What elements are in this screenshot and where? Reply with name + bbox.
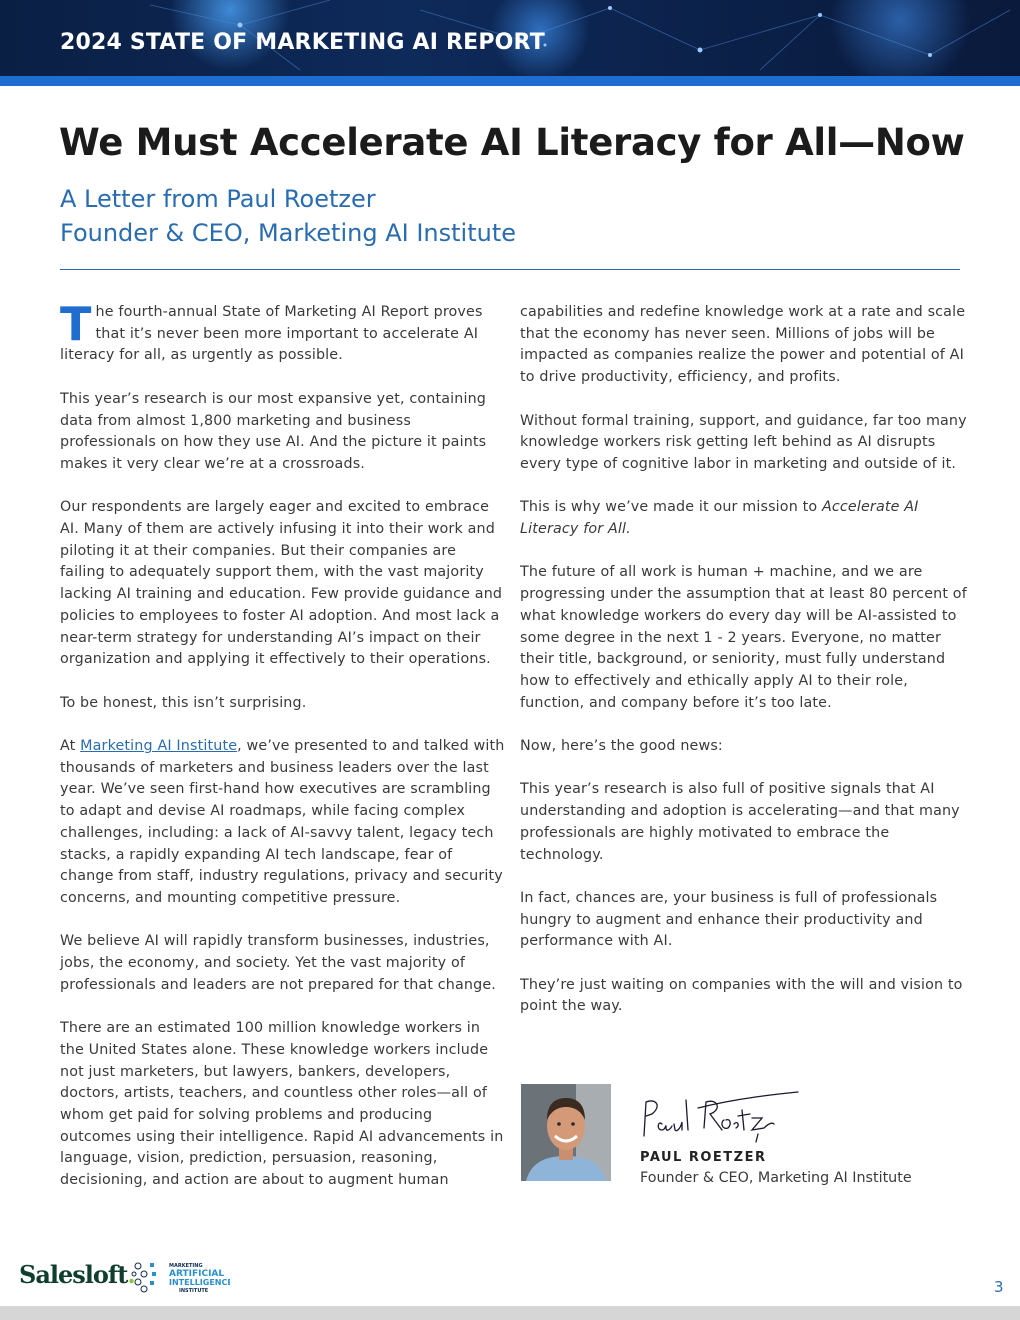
marketing-ai-institute-link[interactable]: Marketing AI Institute	[80, 738, 238, 754]
salesloft-logo-text: Salesloft	[19, 1260, 128, 1289]
mission-emphasis: Accelerate AI Literacy for All.	[520, 499, 919, 537]
signature-role: Founder & CEO, Marketing AI Institute	[640, 1170, 912, 1186]
paragraph-14: They’re just waiting on companies with the will and vision to point the way.	[520, 976, 963, 1015]
salesloft-logo-dot: .	[127, 1260, 135, 1289]
paragraph-2: This year’s research is our most expansive yet, containing data from almost 1,800 marketing and business professionals on how they use AI. And the picture it paints makes it very clear we’re at a crossroads.	[60, 390, 487, 472]
paragraph-3: Our respondents are largely eager and excited to embrace AI. Many of them are actively infusing it into their work and piloting it at their companies. But their companies are failing to adequately support them, with the vast majority lacking AI training and education. Few provide guidance and policies to employees to foster AI adoption. And most lack a near-term strategy for understanding AI’s impact on their organization and applying it effectively to their operations.	[60, 499, 503, 668]
paragraph-13: In fact, chances are, your business is full of professionals hungry to augment and enhance their productivity and performance with AI.	[520, 889, 938, 950]
logo-line-intelligence: INTELLIGENCE	[169, 1278, 230, 1287]
paragraph-6: We believe AI will rapidly transform businesses, industries, jobs, the economy, and society. Yet the vast majority of professionals and leaders are not prepared for that change.	[60, 933, 496, 993]
header-banner	[0, 0, 1020, 76]
subtitle-author: A Letter from Paul Roetzer	[60, 185, 376, 213]
paragraph-7-end: capabilities and redefine knowledge work at a rate and scale that the economy has never seen. Millions of jobs will be impacted as companies realize the power and potential of AI to drive productivity, efficiency, and profits.	[520, 304, 966, 386]
paragraph-7-start: There are an estimated 100 million knowledge workers in the United States alone. These knowledge workers include not just marketers, but lawyers, bankers, developers, doctors, artists, teachers, and countless other roles—all of whom get paid for solving problems and producing outcomes using their intelligence. Rapid AI advancements in language, vision, prediction, persuasion, reasoning, decisioning, and action are about to augment human	[60, 1020, 504, 1189]
handwritten-signature	[638, 1084, 818, 1144]
paragraph-5	[60, 736, 505, 910]
paragraph-5-prefix: At	[60, 738, 81, 754]
paragraph-9	[520, 497, 968, 540]
drop-cap: T	[60, 297, 92, 351]
page-number: 3	[994, 1278, 1004, 1296]
paragraph-1	[60, 297, 505, 367]
page-title: We Must Accelerate AI Literacy for All—Now	[59, 121, 965, 164]
subtitle	[60, 182, 516, 250]
paragraph-1-text: he fourth-annual State of Marketing AI Report proves that it’s never been more important to accelerate AI literacy for all, as urgently as possible.	[60, 304, 483, 364]
paragraph-5-text: , we’ve presented to and talked with thousands of marketers and business leaders over the last year. We’ve seen first-hand how executives are scrambling to adapt and devise AI roadmaps, while facing complex challenges, including: a lack of AI-savvy talent, legacy tech stacks, a rapidly expanding AI tech landscape, fear of change from staff, industry regulations, privacy and security concerns, and mounting competitive pressure.	[60, 738, 505, 906]
divider	[60, 269, 960, 270]
subtitle-role: Founder & CEO, Marketing AI Institute	[60, 219, 516, 247]
paragraph-8: Without formal training, support, and guidance, far too many knowledge workers risk getting left behind as AI disrupts every type of cognitive labor in marketing and outside of it.	[520, 412, 967, 472]
report-title: 2024 STATE OF MARKETING AI REPORT	[60, 30, 545, 55]
column-right	[520, 302, 968, 1040]
paragraph-10: The future of all work is human + machine, and we are progressing under the assumption that at least 80 percent of what knowledge workers do every day will be AI-assisted to some degree in the next 1 - 2 years. Everyone, no matter their title, background, or seniority, must fully understand how to effectively and ethically apply AI to their role, function, and company before it’s too late.	[520, 564, 967, 711]
paragraph-9-text: This is why we’ve made it our mission to	[520, 499, 822, 516]
paragraph-12: This year’s research is also full of positive signals that AI understanding and adoption is accelerating—and that many professionals are highly motivated to embrace the technology.	[520, 781, 960, 863]
paragraph-4: To be honest, this isn’t surprising.	[60, 694, 307, 711]
logo-line-marketing: MARKETING	[169, 1263, 203, 1269]
salesloft-logo	[19, 1260, 135, 1289]
author-photo	[521, 1084, 611, 1181]
paragraph-11: Now, here’s the good news:	[520, 738, 723, 754]
logo-line-artificial: ARTIFICIAL	[169, 1269, 225, 1279]
marketing-ai-institute-logo	[130, 1256, 230, 1296]
column-left	[60, 297, 505, 1213]
footer-bar	[0, 1306, 1020, 1320]
signature-name: PAUL ROETZER	[640, 1150, 767, 1165]
banner-stripe	[0, 76, 1020, 86]
logo-line-institute: INSTITUTE	[179, 1288, 209, 1294]
